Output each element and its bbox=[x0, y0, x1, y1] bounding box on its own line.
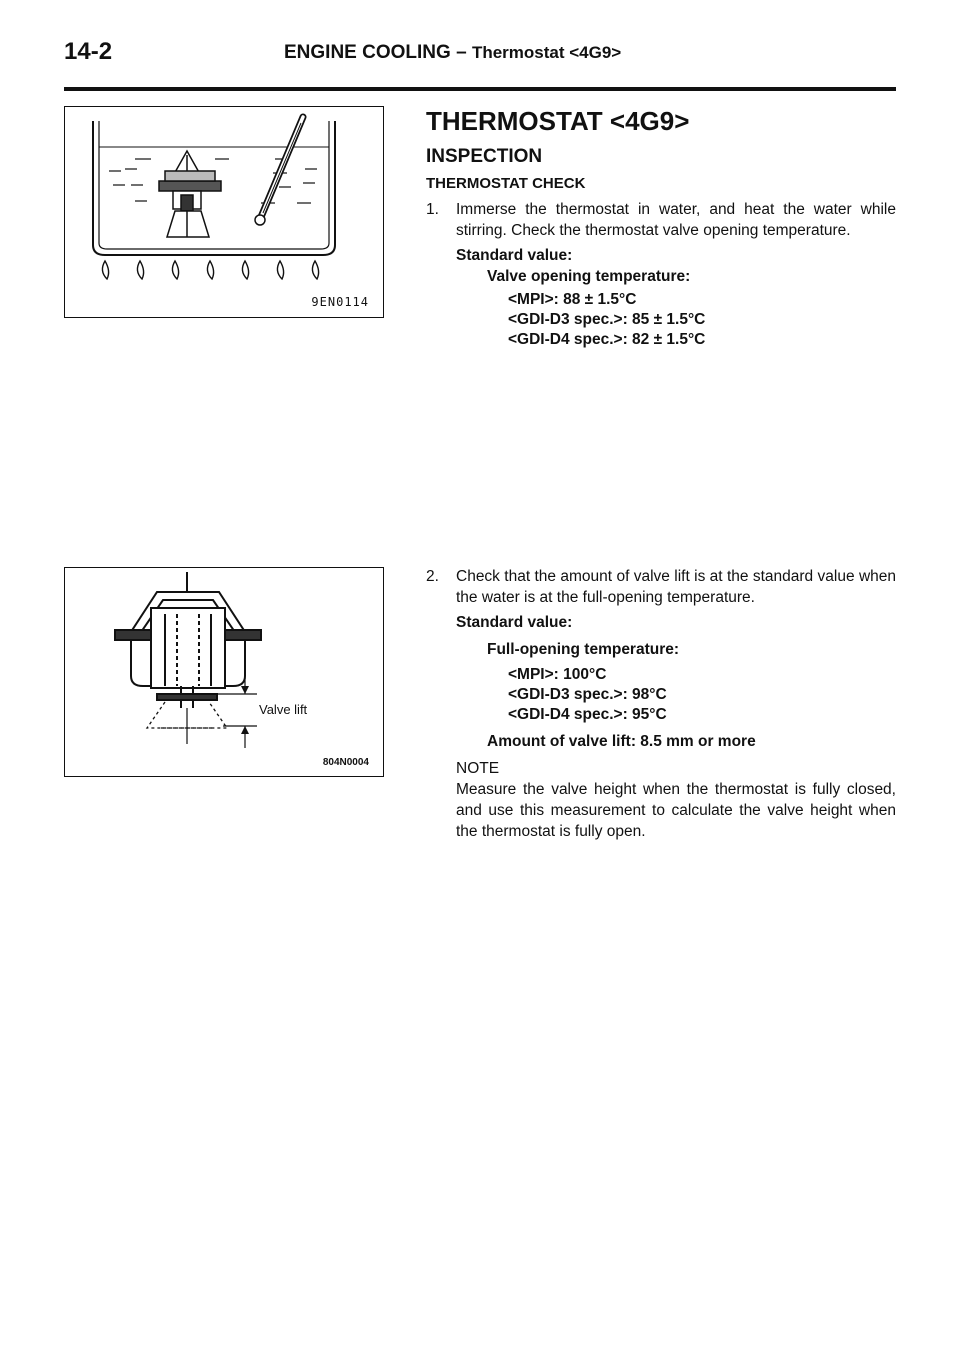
spec-value: <MPI>: 88 ± 1.5°C bbox=[508, 291, 637, 308]
step-number: 2. bbox=[426, 568, 439, 585]
step-2 bbox=[426, 566, 896, 608]
section-heading: INSPECTION bbox=[426, 146, 543, 167]
figure-code: 804N0004 bbox=[322, 757, 369, 768]
subsection-heading: THERMOSTAT CHECK bbox=[426, 175, 586, 192]
parameter-label: Valve opening temperature: bbox=[487, 268, 691, 285]
figure-water-bath bbox=[64, 106, 384, 318]
spec-value: <GDI-D3 spec.>: 98°C bbox=[508, 686, 667, 703]
subsection-name: Thermostat <4G9> bbox=[471, 43, 622, 62]
header-rule bbox=[64, 87, 896, 91]
note-text: Measure the valve height when the thermostat is fully closed, and use this measurement to calculate the valve height when the thermostat is fully open. bbox=[456, 781, 896, 840]
page-header bbox=[64, 28, 896, 88]
running-title bbox=[284, 42, 621, 64]
parameter-label: Full-opening temperature: bbox=[487, 641, 680, 658]
spec-value: <GDI-D3 spec.>: 85 ± 1.5°C bbox=[508, 311, 706, 328]
step-number: 1. bbox=[426, 201, 439, 218]
note-label: NOTE bbox=[456, 760, 500, 777]
water-bath-illustration bbox=[65, 107, 383, 317]
title-separator: – bbox=[456, 42, 467, 63]
burner-flames bbox=[102, 261, 318, 279]
standard-value-label: Standard value: bbox=[456, 614, 573, 631]
figure-code: 9EN0114 bbox=[311, 295, 369, 309]
section-name: ENGINE COOLING bbox=[284, 42, 451, 63]
valve-lift-illustration bbox=[65, 568, 383, 776]
step-text: Immerse the thermostat in water, and heat the water while stirring. Check the thermostat valve opening temperature. bbox=[456, 201, 896, 239]
page-title: THERMOSTAT <4G9> bbox=[426, 106, 690, 136]
step-1 bbox=[426, 199, 896, 241]
step-text: Check that the amount of valve lift is at the standard value when the water is at the full-opening temperature. bbox=[456, 568, 896, 606]
spec-value: <MPI>: 100°C bbox=[508, 666, 607, 683]
page-number: 14-2 bbox=[64, 38, 113, 65]
spec-value: <GDI-D4 spec.>: 82 ± 1.5°C bbox=[508, 331, 706, 348]
spec-value: <GDI-D4 spec.>: 95°C bbox=[508, 706, 667, 723]
valve-lift-spec: Amount of valve lift: 8.5 mm or more bbox=[487, 733, 756, 750]
figure-valve-lift bbox=[64, 567, 384, 777]
standard-value-label: Standard value: bbox=[456, 247, 573, 264]
valve-lift-label: Valve lift bbox=[259, 702, 308, 717]
